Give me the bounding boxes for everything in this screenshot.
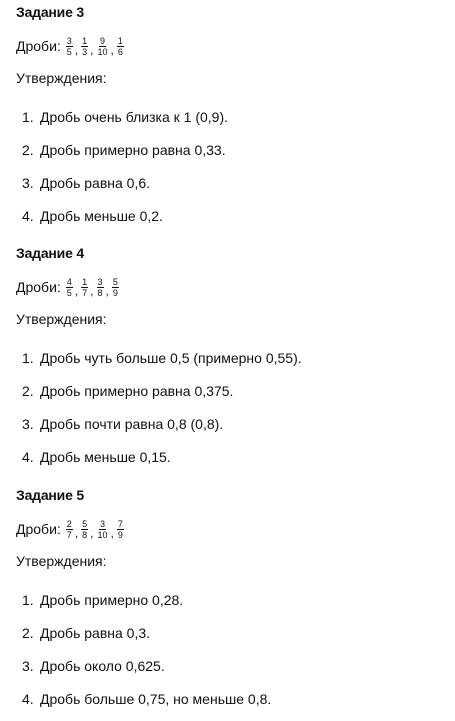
numerator: 3 — [97, 276, 103, 287]
fraction — [97, 277, 104, 298]
fraction — [66, 36, 73, 57]
item-text: Дробь меньше 0,15. — [40, 449, 171, 465]
list-item — [22, 208, 163, 224]
item-number: 3. — [22, 416, 34, 432]
item-number: 1. — [22, 109, 34, 125]
separator: , — [90, 43, 94, 57]
item-number: 1. — [22, 592, 34, 608]
list-item — [22, 625, 150, 641]
fraction — [97, 519, 109, 540]
statements-label: Утверждения: — [16, 553, 107, 569]
fraction — [117, 519, 124, 540]
item-number: 2. — [22, 383, 34, 399]
task-title: Задание 5 — [16, 487, 84, 503]
list-item — [22, 142, 226, 158]
item-number: 4. — [22, 449, 34, 465]
fraction — [81, 519, 88, 540]
list-item — [22, 383, 233, 399]
fraction — [66, 277, 73, 298]
fraction — [81, 277, 88, 298]
item-text: Дробь примерно 0,28. — [40, 592, 184, 608]
denominator: 10 — [97, 529, 108, 540]
numerator: 1 — [82, 276, 88, 287]
separator: , — [74, 43, 79, 57]
fraction — [66, 519, 73, 540]
denominator: 6 — [117, 46, 123, 57]
list-item — [22, 175, 150, 191]
separator: , — [90, 526, 94, 540]
separator: , — [90, 284, 94, 298]
statements-label: Утверждения: — [16, 70, 107, 86]
list-item — [22, 449, 171, 465]
fractions-line — [16, 32, 125, 60]
task-title: Задание 4 — [16, 245, 84, 261]
list-item — [22, 658, 165, 674]
item-text: Дробь больше 0,75, но меньше 0,8. — [40, 691, 272, 707]
separator: , — [74, 526, 79, 540]
fraction — [117, 36, 124, 57]
fraction — [81, 36, 88, 57]
numerator: 5 — [82, 518, 88, 529]
item-text: Дробь около 0,625. — [40, 658, 165, 674]
item-number: 4. — [22, 208, 34, 224]
denominator: 8 — [97, 287, 103, 298]
list-item — [22, 416, 223, 432]
list-item — [22, 109, 228, 125]
item-number: 3. — [22, 658, 34, 674]
item-number: 3. — [22, 175, 34, 191]
item-text: Дробь почти равна 0,8 (0,8). — [40, 416, 224, 432]
list-item — [22, 350, 302, 366]
separator: , — [105, 284, 109, 298]
denominator: 9 — [117, 529, 123, 540]
fractions-label: Дроби: — [16, 279, 61, 295]
separator: , — [110, 526, 114, 540]
numerator: 7 — [117, 518, 123, 529]
item-text: Дробь примерно равна 0,33. — [40, 142, 226, 158]
numerator: 4 — [66, 276, 72, 287]
item-text: Дробь равна 0,6. — [40, 175, 151, 191]
numerator: 5 — [112, 276, 118, 287]
item-number: 2. — [22, 142, 34, 158]
denominator: 3 — [82, 46, 88, 57]
denominator: 10 — [97, 46, 108, 57]
item-text: Дробь примерно равна 0,375. — [40, 383, 234, 399]
fractions-label: Дроби: — [16, 38, 61, 54]
statements-label: Утверждения: — [16, 311, 107, 327]
numerator: 3 — [100, 518, 106, 529]
task-title: Задание 3 — [16, 4, 84, 20]
item-text: Дробь равна 0,3. — [40, 625, 151, 641]
numerator: 9 — [100, 35, 106, 46]
item-number: 4. — [22, 691, 34, 707]
fraction — [112, 277, 119, 298]
denominator: 5 — [66, 46, 72, 57]
item-text: Дробь меньше 0,2. — [40, 208, 163, 224]
separator: , — [110, 43, 114, 57]
item-number: 1. — [22, 350, 34, 366]
list-item — [22, 691, 271, 707]
denominator: 5 — [66, 287, 72, 298]
fractions-line — [16, 515, 125, 543]
item-text: Дробь очень близка к 1 (0,9). — [40, 109, 229, 125]
denominator: 7 — [82, 287, 88, 298]
numerator: 1 — [82, 35, 88, 46]
fraction — [97, 36, 109, 57]
denominator: 9 — [112, 287, 118, 298]
denominator: 7 — [66, 529, 72, 540]
item-number: 2. — [22, 625, 34, 641]
fractions-line — [16, 273, 120, 301]
denominator: 8 — [82, 529, 88, 540]
numerator: 3 — [66, 35, 72, 46]
separator: , — [74, 284, 79, 298]
list-item — [22, 592, 183, 608]
fractions-label: Дроби: — [16, 521, 61, 537]
numerator: 1 — [117, 35, 123, 46]
item-text: Дробь чуть больше 0,5 (примерно 0,55). — [40, 350, 302, 366]
numerator: 2 — [66, 518, 72, 529]
